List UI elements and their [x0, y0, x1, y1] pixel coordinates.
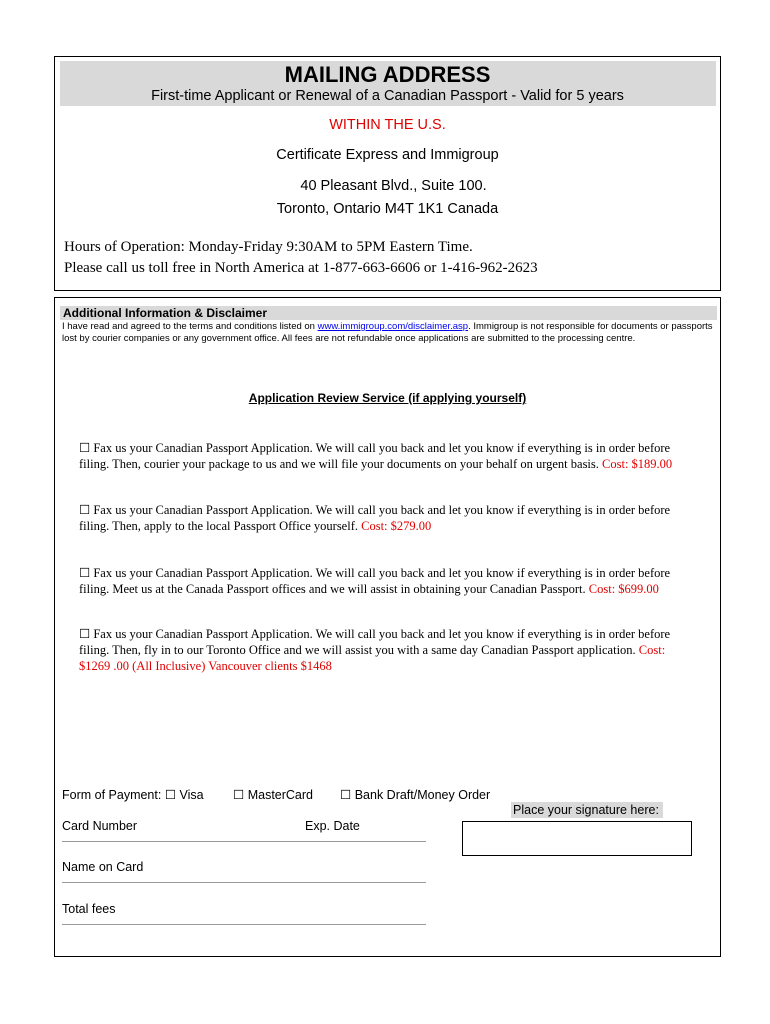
total-fees-label: Total fees	[62, 902, 116, 916]
checkbox-icon[interactable]: ☐	[79, 566, 91, 580]
option-cost: Cost: $189.00	[602, 457, 673, 471]
checkbox-icon[interactable]: ☐	[79, 441, 91, 455]
application-form-section	[54, 297, 721, 957]
hours-of-operation: Hours of Operation: Monday-Friday 9:30AM to 5PM Eastern Time.	[64, 239, 473, 255]
card-number-label: Card Number	[62, 819, 138, 833]
option-text: Fax us your Canadian Passport Application. We will call you back and let you know if everything is in order before filing. Then, courier your package to us and we will file your documents on your behalf on urgent basis.	[79, 441, 671, 471]
city-address: Toronto, Ontario M4T 1K1 Canada	[276, 201, 499, 217]
review-option-3	[79, 565, 684, 597]
phone-info: Please call us toll free in North America at 1-877-663-6606 or 1-416-962-2623	[64, 260, 538, 276]
signature-field[interactable]	[462, 821, 692, 856]
name-on-card-field[interactable]	[62, 882, 426, 883]
payment-bank-draft	[340, 787, 490, 802]
checkbox-icon[interactable]: ☐	[164, 788, 177, 802]
option-cost: Cost: $1269 .00 (All Inclusive) Vancouver clients $1468	[79, 643, 666, 673]
mailing-subtitle: First-time Applicant or Renewal of a Canadian Passport - Valid for 5 years	[151, 88, 624, 104]
payment-visa	[62, 787, 204, 802]
review-option-4	[79, 626, 684, 674]
disclaimer-text-start: I have read and agreed to the terms and conditions listed on	[62, 321, 318, 332]
company-name: Certificate Express and Immigroup	[276, 147, 499, 163]
street-address: 40 Pleasant Blvd., Suite 100.	[300, 178, 487, 194]
mailing-address-section	[54, 56, 721, 291]
disclaimer-text	[62, 321, 717, 345]
option-text: Fax us your Canadian Passport Application. We will call you back and let you know if everything is in order before filing. Then, fly in to our Toronto Office and we will assist you with a same day Canadian Passport application.	[79, 627, 671, 657]
review-service-title: Application Review Service (if applying yourself)	[248, 391, 527, 405]
exp-date-label: Exp. Date	[305, 819, 360, 833]
bank-draft-label: Bank Draft/Money Order	[354, 788, 491, 802]
option-cost: Cost: $279.00	[361, 519, 432, 533]
checkbox-icon[interactable]: ☐	[233, 788, 245, 802]
review-option-2	[79, 502, 684, 534]
payment-mastercard	[233, 787, 313, 802]
checkbox-icon[interactable]: ☐	[79, 503, 91, 517]
option-text: Fax us your Canadian Passport Application. We will call you back and let you know if everything is in order before filing. Meet us at the Canada Passport offices and we will assist in obtaining your Canadian Passport.	[79, 566, 671, 596]
visa-label: Visa	[179, 788, 204, 802]
payment-label: Form of Payment:	[62, 788, 165, 802]
disclaimer-text-end: . Immigroup is not responsible for documents or passports lost by courier companies or any government office. All fees are not refundable once applications are submitted to the processing centre.	[62, 321, 713, 344]
name-on-card-label: Name on Card	[62, 860, 144, 874]
review-option-1	[79, 440, 684, 472]
additional-info-title: Additional Information & Disclaimer	[63, 306, 268, 320]
checkbox-icon[interactable]: ☐	[340, 788, 352, 802]
checkbox-icon[interactable]: ☐	[79, 627, 91, 641]
option-cost: Cost: $699.00	[588, 582, 659, 596]
region-label: WITHIN THE U.S.	[329, 117, 446, 133]
mastercard-label: MasterCard	[247, 788, 313, 802]
mailing-title: MAILING ADDRESS	[284, 62, 491, 87]
option-text: Fax us your Canadian Passport Application. We will call you back and let you know if everything is in order before filing. Then, apply to the local Passport Office yourself.	[79, 503, 671, 533]
card-number-field[interactable]	[62, 841, 426, 842]
disclaimer-link[interactable]: www.immigroup.com/disclaimer.asp	[317, 321, 469, 332]
signature-label: Place your signature here:	[513, 803, 659, 817]
total-fees-field[interactable]	[62, 924, 426, 925]
